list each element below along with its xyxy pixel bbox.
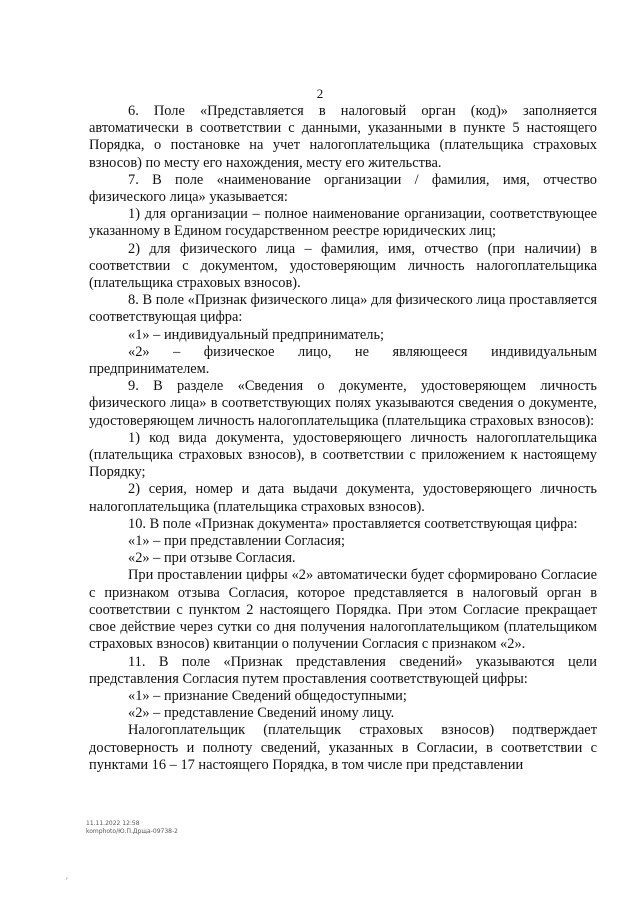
margin-mark: ′ xyxy=(66,876,68,886)
paragraph-10-note: При проставлении цифры «2» автоматически будет сформировано Согласие с признаком отзыва Согласия, которое представляется в налоговый орган в соответствии с пунктом 2 настоящего Порядка. При этом Согласие прекращает свое действие через сутки со дня получения налогоплательщиком (плательщиком страховых взносов) квитанции о получении Согласия с признаком «2». xyxy=(89,567,597,653)
paragraph-6: 6. Поле «Представляется в налоговый орган (код)» заполняется автоматически в соответствии с данными, указанными в пункте 5 настоящего Порядка, о постановке на учет налогоплательщика (плательщика страховых взносов) по месту его нахождения, месту его жительства. xyxy=(89,103,597,171)
paragraph-8-option-1: «1» – индивидуальный предприниматель; xyxy=(128,326,385,343)
paragraph-10-option-2: «2» – при отзыве Согласия. xyxy=(128,550,296,567)
paragraph-8: 8. В поле «Признак физического лица» для физического лица проставляется соответствующая цифра: xyxy=(89,292,597,326)
stamp-id: komphoto/Ю.П.Дрща-09738-2 xyxy=(86,828,178,835)
paragraph-7: 7. В поле «наименование организации / фамилия, имя, отчество физического лица» указывается: xyxy=(89,171,597,206)
document-body xyxy=(89,103,597,774)
page-number: 2 xyxy=(316,86,324,101)
paragraph-9-item-1: 1) код вида документа, удостоверяющего личность налогоплательщика (плательщика страховых взносов), в соответствии с приложением к настоящему Порядку; xyxy=(89,429,597,481)
paragraph-7-item-2: 2) для физического лица – фамилия, имя, отчество (при наличии) в соответствии с документом, удостоверяющим личность налогоплательщика (плательщика страховых взносов). xyxy=(89,240,597,292)
paragraph-9-item-2: 2) серия, номер и дата выдачи документа, удостоверяющего личность налогоплательщика (плательщика страховых взносов). xyxy=(89,481,597,515)
paragraph-confirmation: Налогоплательщик (плательщик страховых взносов) подтверждает достоверность и полноту сведений, указанных в Согласии, в соответствии с пунктами 16 – 17 настоящего Порядка, в том числе при представлении xyxy=(89,722,597,773)
paragraph-11-option-1: «1» – признание Сведений общедоступными; xyxy=(128,687,407,704)
paragraph-9: 9. В разделе «Сведения о документе, удостоверяющем личность физического лица» в соответствующих полях указываются сведения о документе, удостоверяющем личность налогоплательщика (плательщика страховых взносов): xyxy=(89,378,597,429)
paragraph-8-option-2: «2» – физическое лицо, не являющееся индивидуальным предпринимателем. xyxy=(89,343,597,378)
paragraph-10: 10. В поле «Признак документа» проставляется соответствующая цифра: xyxy=(128,515,578,532)
paragraph-11-option-2: «2» – представление Сведений иному лицу. xyxy=(128,705,395,722)
paragraph-7-item-1: 1) для организации – полное наименование организации, соответствующее указанному в Едином государственном реестре юридических лиц; xyxy=(89,206,597,240)
scan-stamp xyxy=(86,820,178,836)
paragraph-11: 11. В поле «Признак представления сведений» указываются цели представления Согласия путем проставления соответствующей цифры: xyxy=(89,653,597,687)
paragraph-10-option-1: «1» – при представлении Согласия; xyxy=(128,533,345,550)
stamp-date: 11.11.2022 12:58 xyxy=(86,820,140,827)
